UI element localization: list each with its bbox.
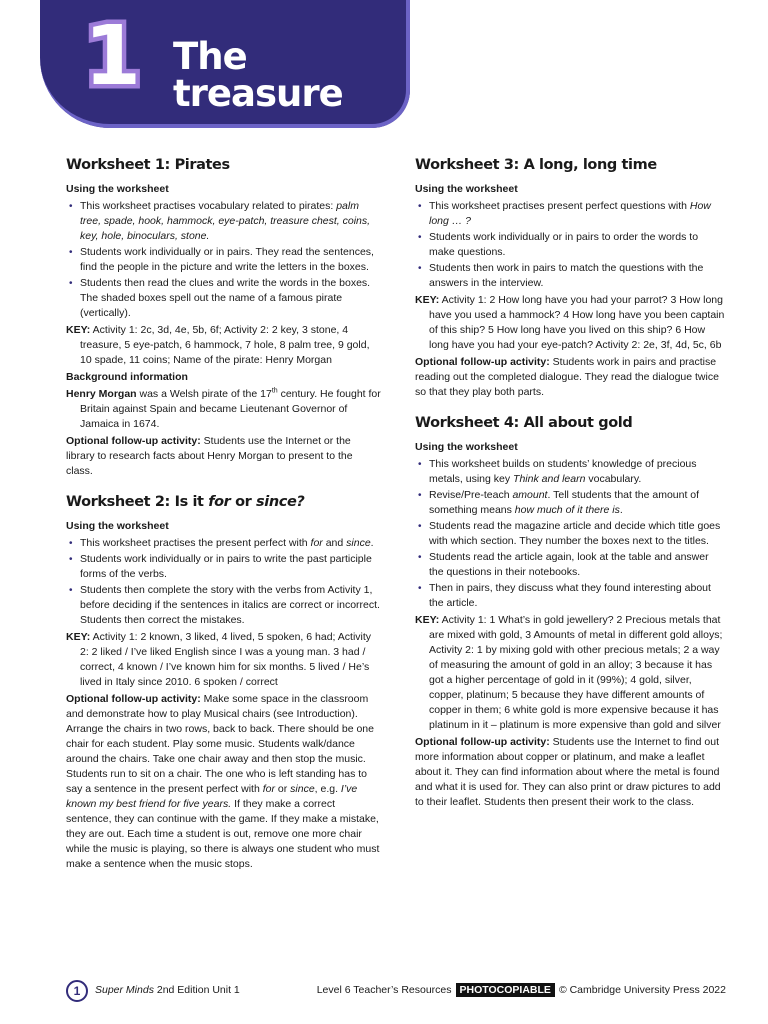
opt-label: Optional follow-up activity: — [66, 435, 201, 447]
list-item — [66, 536, 382, 551]
optional-activity — [415, 355, 725, 400]
unit-number: 1 — [84, 9, 142, 104]
optional-activity — [415, 735, 725, 810]
text: This worksheet builds on students’ knowledge of precious metals, using key — [429, 458, 697, 485]
opt-label: Optional follow-up activity: — [415, 356, 550, 368]
book-unit: 2nd Edition Unit 1 — [153, 984, 240, 996]
text: How long … ? — [429, 200, 711, 227]
list-item — [415, 488, 725, 518]
opt-text: Students use the Internet to find out more information about copper or platinum, and make a leaflet about it. They can find information about where the metal is found and what it is used for. They can also print or draw pictures to add to their leaflet. Students then present their work to the class. — [415, 736, 721, 808]
opt-label: Optional follow-up activity: — [415, 736, 550, 748]
text: for — [208, 494, 231, 510]
text: . — [370, 537, 374, 549]
text: or — [230, 494, 257, 510]
page-footer — [66, 980, 726, 1004]
list-item: • Students work individually or in pairs. They read the sentences, find the people in the picture and write the letters in the boxes. — [66, 245, 382, 275]
key-text: Activity 1: 2c, 3d, 4e, 5b, 6f; Activity 2: 2 key, 3 stone, 4 treasure, 5 eye-patch, 6 hammock, 7 hole, 8 palm tree, 9 gold, 10 spade, 11 coins; Name of the pirate: Henry Morgan — [80, 324, 370, 366]
left-column — [66, 150, 382, 874]
text: or — [274, 783, 291, 795]
using-heading: Using the worksheet — [415, 441, 518, 453]
text: amount — [512, 489, 548, 501]
list-item — [415, 457, 725, 487]
book-title: Super Minds — [95, 984, 154, 996]
answer-key — [415, 293, 725, 353]
text: and — [322, 537, 347, 549]
header-banner — [40, 0, 410, 128]
list-item: • Students then read the clues and write the words in the boxes. The shaded boxes spell out the name of a famous pirate (vertically). — [66, 276, 382, 321]
using-heading: Using the worksheet — [66, 520, 169, 532]
page-number: 1 — [66, 980, 88, 1002]
list-item — [66, 199, 382, 244]
key-label: KEY: — [66, 631, 91, 643]
optional-activity — [66, 434, 382, 479]
worksheet-1 — [66, 156, 382, 479]
text: This worksheet practises the present perfect with — [80, 537, 311, 549]
bullet-list — [415, 199, 725, 291]
worksheet-4 — [415, 414, 725, 810]
text: since — [346, 537, 371, 549]
worksheet-3 — [415, 156, 725, 400]
opt-text: If they make a correct sentence, they can continue with the game. If they make a mistake, they are out. Each time a student is out, remove one more chair while the music is playing, so there is always one student who must make a sentence when the music stops. — [66, 798, 380, 870]
footer-right — [317, 984, 726, 996]
copyright: © Cambridge University Press 2022 — [558, 984, 726, 996]
list-item: • Students then complete the story with the verbs from Activity 1, before deciding if the sentences in italics are correct or incorrect. Students then correct the mistakes. — [66, 583, 382, 628]
level-label: Level 6 Teacher’s Resources — [316, 984, 452, 996]
text: This worksheet practises present perfect questions with — [429, 200, 690, 212]
key-label: KEY: — [415, 614, 440, 626]
worksheet-4-title: Worksheet 4: All about gold — [415, 415, 633, 431]
worksheet-2-title — [66, 493, 382, 511]
bullet-list — [66, 199, 382, 321]
page-title: The treasure — [173, 35, 343, 115]
opt-text: Students work in pairs and practise reading out the completed dialogue. They read the dialogue twice so that they play both parts. — [415, 356, 719, 398]
vocab-list: palm tree, spade, hook, hammock, eye-patch, treasure chest, coins, key, hole, binoculars, stone. — [80, 200, 371, 242]
using-heading: Using the worksheet — [415, 183, 518, 195]
bullet-list — [66, 536, 382, 628]
list-item: • Students then work in pairs to match the questions with the answers in the interview. — [415, 261, 725, 291]
opt-label: Optional follow-up activity: — [66, 693, 201, 705]
text: Think and learn — [513, 473, 586, 485]
list-item: • Students work individually or in pairs to write the past participle forms of the verbs. — [66, 552, 382, 582]
text: vocabulary. — [585, 473, 642, 485]
answer-key — [415, 613, 725, 733]
text: Revise/Pre-teach — [429, 489, 513, 501]
list-item: • Students work individually or in pairs to order the words to make questions. — [415, 230, 725, 260]
photocopiable-badge: PHOTOCOPIABLE — [456, 983, 555, 997]
text: . Tell students that the amount of something means — [429, 489, 700, 516]
key-text: Activity 1: 2 known, 3 liked, 4 lived, 5 spoken, 6 had; Activity 2: 2 liked / I’ve liked English since I was a young man. 3 had / correct, 4 known / I’ve known him for six months. 5 lived / He’s lived in Italy since 2010. 6 spoken / correct — [80, 631, 372, 688]
text: since — [290, 783, 315, 795]
using-heading: Using the worksheet — [66, 183, 169, 195]
list-item: • Then in pairs, they discuss what they found interesting about the article. — [415, 581, 725, 611]
answer-key — [66, 323, 382, 368]
opt-text: Students use the Internet or the library to research facts about Henry Morgan to present to the class. — [66, 435, 353, 477]
text: for — [310, 537, 323, 549]
list-item: • Students read the magazine article and decide which title goes with which section. They number the boxes next to the titles. — [415, 519, 725, 549]
text: was a Welsh pirate of the 17 — [136, 388, 272, 400]
text: . — [619, 504, 623, 516]
list-item: • Students read the article again, look at the table and answer the questions in their notebooks. — [415, 550, 725, 580]
footer-book-info — [95, 984, 240, 996]
key-label: KEY: — [415, 294, 440, 306]
bg-name: Henry Morgan — [66, 388, 137, 400]
background-text — [66, 387, 382, 432]
worksheet-3-title: Worksheet 3: A long, long time — [415, 157, 657, 173]
text: how much of it there is — [514, 504, 620, 516]
text: , e.g. — [314, 783, 341, 795]
text: since? — [256, 494, 305, 510]
optional-activity — [66, 692, 382, 872]
text: Worksheet 2: Is it — [66, 494, 209, 510]
text: for — [262, 783, 275, 795]
opt-text: Make some space in the classroom and demonstrate how to play Musical chairs (see Introduction). Arrange the chairs in two rows, back to back. There should be one chair for each student. Play some music. Students walk/dance around the chairs. Take one chair away and then stop the music. Students run to sit on a chair. The one who is left standing has to say a sentence in the present perfect with — [66, 693, 374, 795]
example-sentence: I’ve known my best friend for five years. — [66, 783, 358, 810]
text: century. He fought for Britain against Spain and became Lieutenant Governor of Jamaica in 1674. — [80, 388, 381, 430]
key-text: Activity 1: 1 What’s in gold jewellery? 2 Precious metals that are mixed with gold, 3 Amounts of metal in different gold alloys; Activity 2: 1 by mixing gold with other precious metals; 2 a way of measuring the amount of gold in an alloy; 3 because it has got a higher percentage of gold in it (99%); 4 gold, silver, copper, platinum; 5 because they have different amounts of copper in them; 6 white gold is more expensive because it has platinum in it – platinum is more expensive than gold and silver — [429, 614, 723, 731]
key-text: Activity 1: 2 How long have you had your parrot? 3 How long have you used a hammock? 4 How long have you been captain of this ship? 5 How long have you lived on this ship? 6 How long have you had your eye-patch? Activity 2: 2e, 3f, 4d, 5c, 6b — [429, 294, 725, 351]
key-label: KEY: — [66, 324, 91, 336]
right-column — [415, 150, 725, 812]
text: This worksheet practises vocabulary related to pirates: — [80, 200, 337, 212]
worksheet-1-title: Worksheet 1: Pirates — [66, 157, 230, 173]
list-item — [415, 199, 725, 229]
worksheet-2 — [66, 493, 382, 872]
background-heading: Background information — [66, 371, 188, 383]
bullet-list — [415, 457, 725, 611]
answer-key — [66, 630, 382, 690]
superscript: th — [271, 387, 278, 395]
